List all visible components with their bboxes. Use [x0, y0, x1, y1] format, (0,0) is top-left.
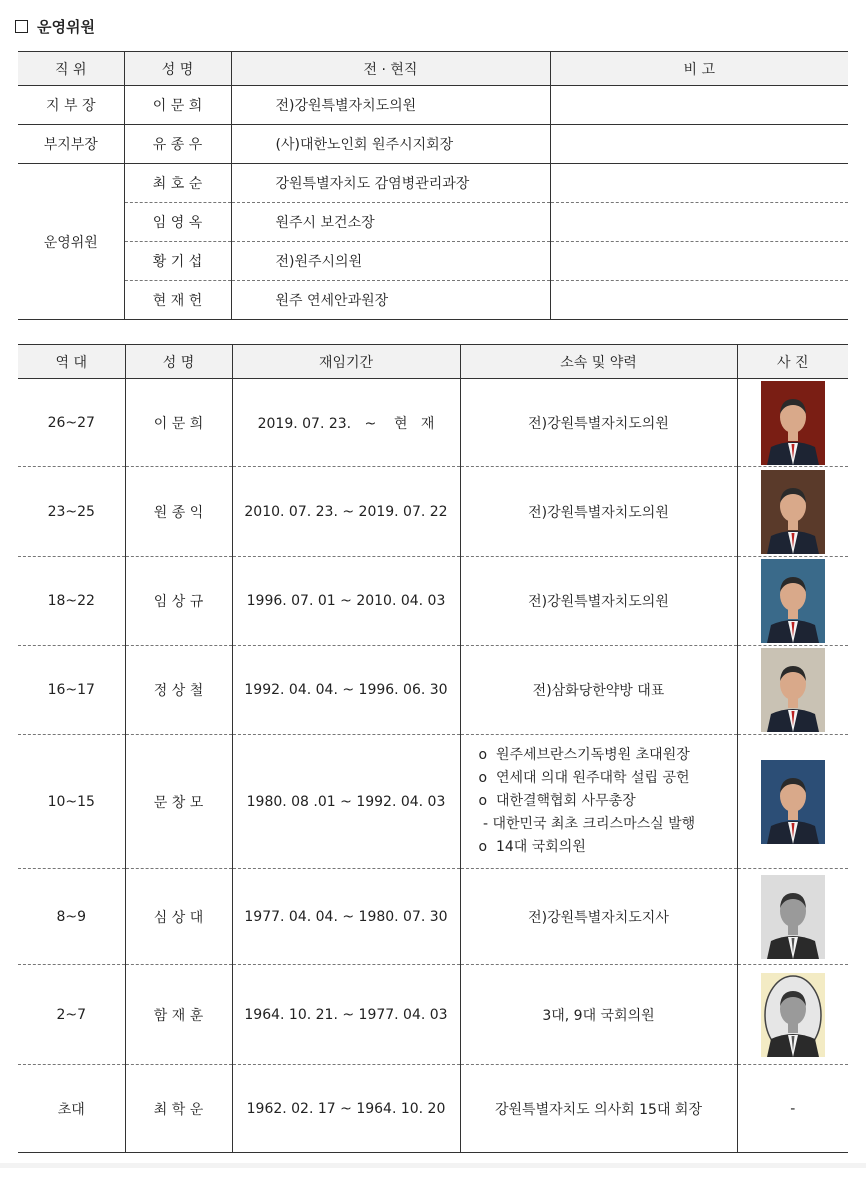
name-cell: 최 호 순: [124, 164, 231, 203]
note-cell: [550, 281, 848, 320]
table-row: [18, 379, 848, 467]
section-title: [15, 16, 95, 37]
portrait-photo: [761, 470, 825, 554]
photo-cell: [737, 557, 848, 646]
photo-cell: [737, 965, 848, 1065]
header-career: 전 · 현직: [231, 52, 550, 86]
table-row: [18, 164, 848, 203]
name-cell: 임 영 옥: [124, 203, 231, 242]
photo-cell: [737, 869, 848, 965]
header-note: 비 고: [550, 52, 848, 86]
name-cell: 임 상 규: [125, 557, 232, 646]
career-text: 강원특별자치도 의사회 15대 회장: [495, 1101, 702, 1118]
photo-cell: [737, 735, 848, 869]
period-cell: 2010. 07. 23. ~ 2019. 07. 22: [232, 467, 460, 557]
portrait-photo: [761, 648, 825, 732]
career-text: 전)강원특별자치도지사: [528, 909, 669, 926]
name-cell: 황 기 섭: [124, 242, 231, 281]
table-row: [18, 646, 848, 735]
portrait-photo: [761, 559, 825, 643]
history-table: [18, 344, 848, 1153]
career-cell: [460, 467, 737, 557]
photo-cell: [737, 467, 848, 557]
period-cell: 2019. 07. 23. ~ 현 재: [232, 379, 460, 467]
period-cell: 1992. 04. 04. ~ 1996. 06. 30: [232, 646, 460, 735]
note-cell: [550, 86, 848, 125]
career-line: - 대한민국 최초 크리스마스실 발행: [478, 816, 696, 832]
career-line: o 원주세브란스기독병원 초대원장: [478, 747, 690, 763]
career-text: 전)강원특별자치도의원: [528, 504, 669, 521]
photo-cell: [737, 379, 848, 467]
note-cell: [550, 242, 848, 281]
table-row: [18, 1065, 848, 1153]
period-cell: 1996. 07. 01 ~ 2010. 04. 03: [232, 557, 460, 646]
career-cell: 전)강원특별자치도의원: [231, 86, 550, 125]
career-cell: [460, 965, 737, 1065]
table-row: [18, 125, 848, 164]
portrait-photo: [761, 875, 825, 959]
position-cell: 지 부 장: [18, 86, 124, 125]
photo-cell: [737, 1065, 848, 1153]
page-bottom-divider: [0, 1163, 866, 1168]
note-cell: [550, 203, 848, 242]
career-cell: [460, 557, 737, 646]
name-cell: 원 종 익: [125, 467, 232, 557]
header-career: 소속 및 약력: [460, 345, 737, 379]
career-text: 전)강원특별자치도의원: [528, 415, 669, 432]
position-cell: 부지부장: [18, 125, 124, 164]
header-period: 재임기간: [232, 345, 460, 379]
career-cell: [460, 379, 737, 467]
portrait-photo: [761, 381, 825, 465]
header-position: 직 위: [18, 52, 124, 86]
period-cell: 1964. 10. 21. ~ 1977. 04. 03: [232, 965, 460, 1065]
table-row: [18, 467, 848, 557]
name-cell: 문 창 모: [125, 735, 232, 869]
header-name: 성 명: [124, 52, 231, 86]
table-row: [18, 557, 848, 646]
term-cell: 16~17: [18, 646, 125, 735]
term-cell: 8~9: [18, 869, 125, 965]
name-cell: 함 재 훈: [125, 965, 232, 1065]
header-term: 역 대: [18, 345, 125, 379]
portrait-photo: [761, 969, 825, 1061]
name-cell: 현 재 헌: [124, 281, 231, 320]
term-cell: 2~7: [18, 965, 125, 1065]
career-line: o 연세대 의대 원주대학 설립 공헌: [478, 770, 690, 786]
name-cell: 이 문 희: [125, 379, 232, 467]
career-text: 전)삼화당한약방 대표: [532, 683, 665, 699]
note-cell: [550, 125, 848, 164]
career-cell: [460, 1065, 737, 1153]
history-header-row: [18, 345, 848, 379]
committee-table: [18, 51, 848, 320]
career-text: 3대, 9대 국회의원: [542, 1007, 655, 1024]
section-title-text: 운영위원: [37, 18, 95, 36]
career-cell: 원주시 보건소장: [231, 203, 550, 242]
position-cell: 운영위원: [18, 164, 124, 320]
career-cell: (사)대한노인회 원주시지회장: [231, 125, 550, 164]
note-cell: [550, 164, 848, 203]
checkbox-square-icon: [15, 20, 28, 33]
term-cell: 18~22: [18, 557, 125, 646]
name-cell: 정 상 철: [125, 646, 232, 735]
photo-cell: [737, 646, 848, 735]
name-cell: 최 학 운: [125, 1065, 232, 1153]
career-cell: [460, 869, 737, 965]
table-row: [18, 242, 848, 281]
period-cell: 1962. 02. 17 ~ 1964. 10. 20: [232, 1065, 460, 1153]
table-row: [18, 86, 848, 125]
term-cell: 10~15: [18, 735, 125, 869]
career-cell: [460, 646, 737, 735]
header-photo: 사 진: [737, 345, 848, 379]
period-cell: 1977. 04. 04. ~ 1980. 07. 30: [232, 869, 460, 965]
table-row: [18, 735, 848, 869]
portrait-photo: [761, 760, 825, 844]
career-line: o 대한결핵협회 사무총장: [478, 793, 636, 809]
period-cell: 1980. 08 .01 ~ 1992. 04. 03: [232, 735, 460, 869]
table-row: [18, 281, 848, 320]
name-cell: 유 종 우: [124, 125, 231, 164]
name-cell: 심 상 대: [125, 869, 232, 965]
term-cell: 초대: [18, 1065, 125, 1153]
career-text: 전)강원특별자치도의원: [528, 594, 669, 610]
career-cell: 원주 연세안과원장: [231, 281, 550, 320]
table-row: [18, 869, 848, 965]
table-row: [18, 965, 848, 1065]
committee-header-row: [18, 52, 848, 86]
term-cell: 23~25: [18, 467, 125, 557]
career-cell: 강원특별자치도 감염병관리과장: [231, 164, 550, 203]
career-cell: 전)원주시의원: [231, 242, 550, 281]
header-name: 성 명: [125, 345, 232, 379]
photo-placeholder: -: [790, 1100, 796, 1117]
term-cell: 26~27: [18, 379, 125, 467]
name-cell: 이 문 희: [124, 86, 231, 125]
table-row: [18, 203, 848, 242]
career-line: o 14대 국회의원: [478, 839, 586, 855]
career-cell: [460, 735, 737, 869]
